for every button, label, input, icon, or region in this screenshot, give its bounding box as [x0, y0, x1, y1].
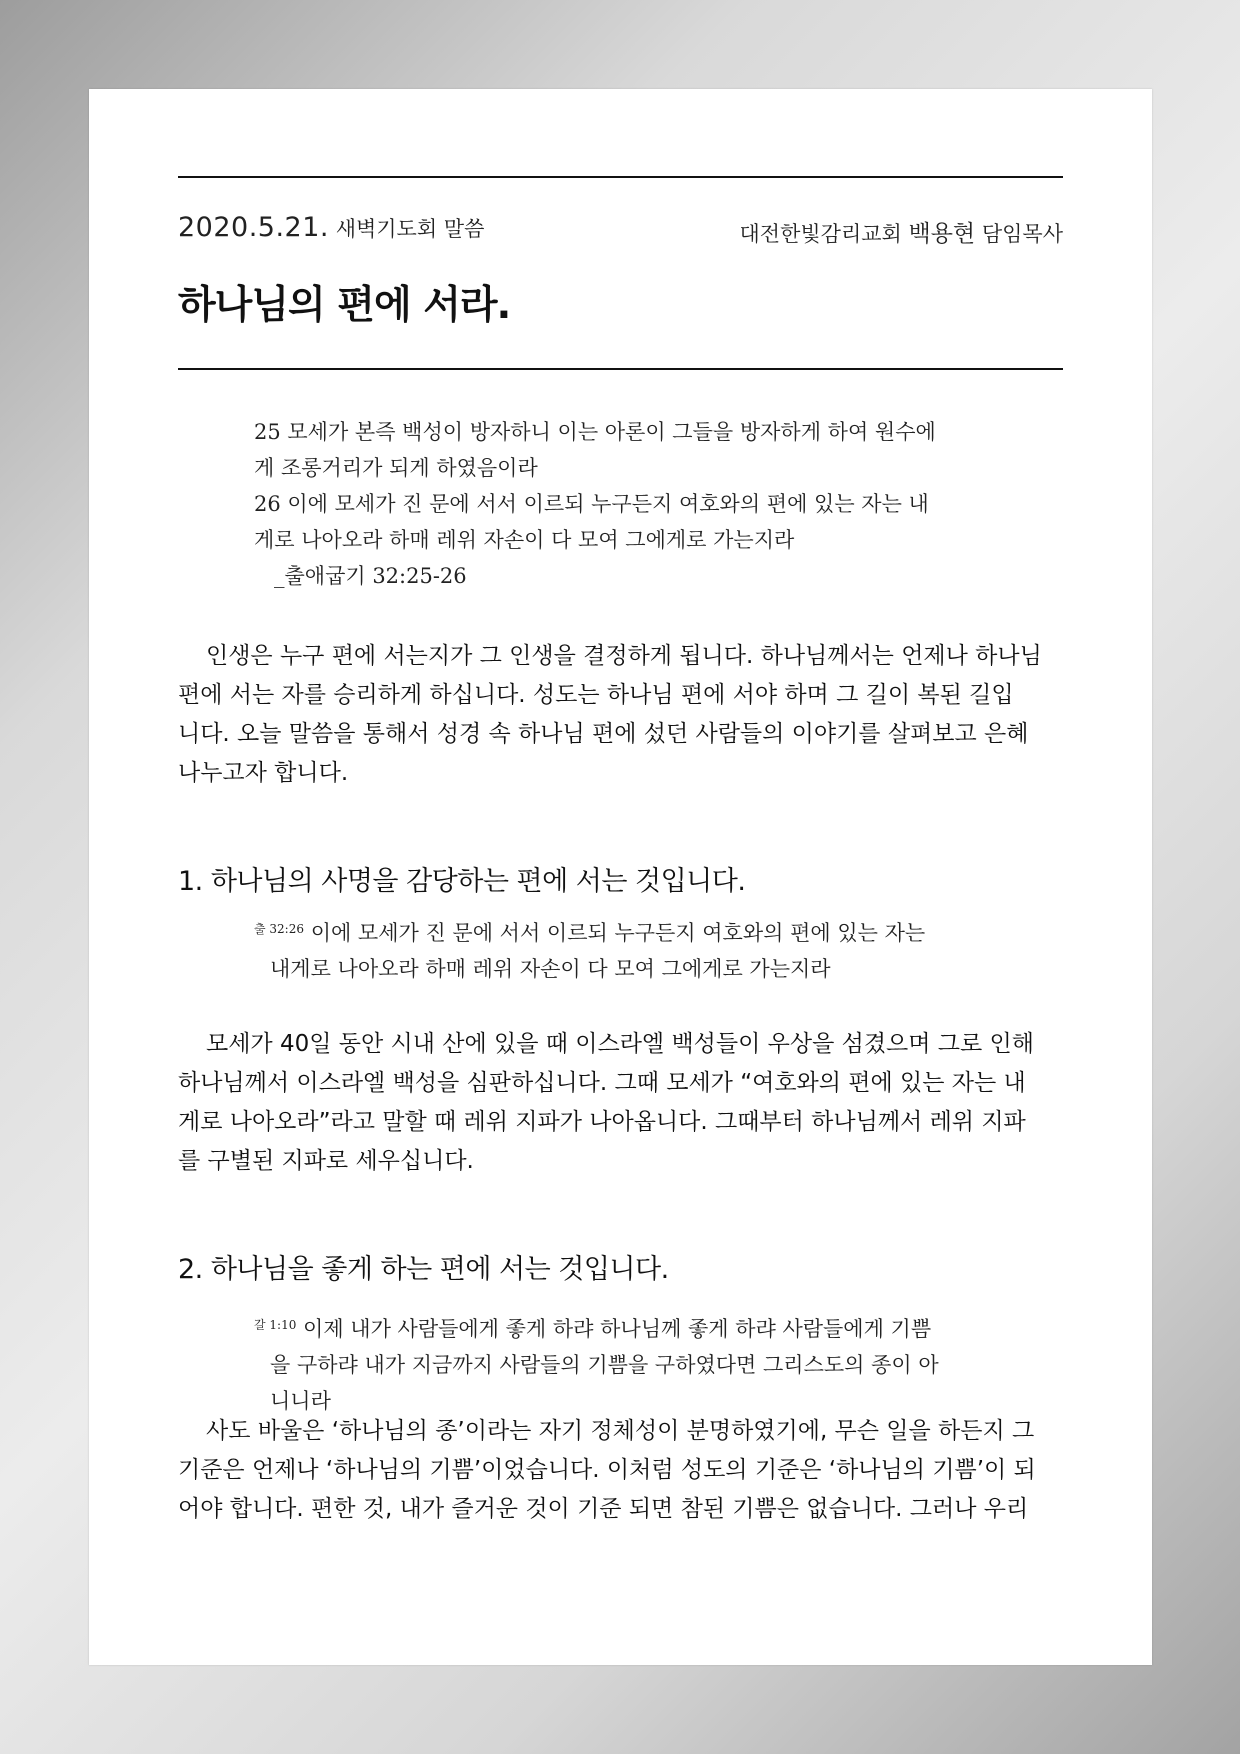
section-heading-2: 2. 하나님을 좋게 하는 편에 서는 것입니다. [178, 1254, 669, 1285]
main-scripture [254, 414, 994, 594]
page-title: 하나님의 편에 서라. [178, 283, 511, 328]
scripture-line: 게로 나아오라 하매 레위 자손이 다 모여 그에게로 가는지라 [254, 528, 795, 552]
paragraph-line: 모세가 40일 동안 시내 산에 있을 때 이스라엘 백성들이 우상을 섬겼으며 그로 인해 [206, 1031, 1034, 1057]
section-heading-1: 1. 하나님의 사명을 감당하는 편에 서는 것입니다. [178, 866, 746, 897]
paragraph-line: 니다. 오늘 말씀을 통해서 성경 속 하나님 편에 섰던 사람들의 이야기를 살펴보고 은혜 [178, 721, 1029, 747]
paragraph-line: 인생은 누구 편에 서는지가 그 인생을 결정하게 됩니다. 하나님께서는 언제나 하나님 [206, 643, 1042, 669]
verse-reference: 갈 1:10 [254, 1318, 297, 1332]
scripture-line [254, 911, 994, 951]
section-1-scripture [254, 911, 994, 987]
scripture-line: 니니라 [270, 1389, 331, 1413]
section-1-paragraph [178, 1025, 1063, 1181]
paragraph-line: 를 구별된 지파로 세우십니다. [178, 1148, 474, 1174]
verse-reference: 출 32:26 [254, 922, 304, 936]
scripture-line [254, 1307, 994, 1347]
paragraph-line: 편에 서는 자를 승리하게 하십니다. 성도는 하나님 편에 서야 하며 그 길이 복된 길입 [178, 682, 1014, 708]
scripture-reference: _출애굽기 32:25-26 [274, 564, 467, 588]
scripture-text: 이에 모세가 진 문에 서서 이르되 누구든지 여호와의 편에 있는 자는 [310, 921, 926, 945]
pastor-title: 담임목사 [981, 222, 1063, 246]
top-divider [178, 176, 1063, 178]
author-line [740, 215, 1063, 248]
scripture-line: 26 이에 모세가 진 문에 서서 이르되 누구든지 여호와의 편에 있는 자는 내 [254, 492, 929, 516]
bottom-divider [178, 368, 1063, 370]
date-service-line [178, 212, 484, 243]
paragraph-line: 하나님께서 이스라엘 백성을 심판하십니다. 그때 모세가 “여호와의 편에 있는 자는 내 [178, 1070, 1026, 1096]
sermon-date: 2020.5.21. [178, 212, 329, 243]
section-2-scripture [254, 1307, 994, 1419]
church-name: 대전한빛감리교회 [739, 222, 902, 246]
paragraph-line: 나누고자 합니다. [178, 760, 349, 786]
pastor-name: 백용현 [908, 221, 976, 247]
paragraph-line: 기준은 언제나 ‘하나님의 기쁨’이었습니다. 이처럼 성도의 기준은 ‘하나님의 기쁨’이 되 [178, 1457, 1036, 1483]
service-name: 새벽기도회 말씀 [335, 217, 485, 241]
scripture-line: 내게로 나아오라 하매 레위 자손이 다 모여 그에게로 가는지라 [270, 957, 831, 981]
scripture-line: 을 구하랴 내가 지금까지 사람들의 기쁨을 구하였다면 그리스도의 종이 아 [270, 1353, 939, 1377]
paragraph-line: 어야 합니다. 편한 것, 내가 즐거운 것이 기준 되면 참된 기쁨은 없습니다. 그러나 우리 [178, 1496, 1029, 1522]
document-header [178, 212, 1063, 246]
intro-paragraph [178, 637, 1063, 793]
scripture-text: 이제 내가 사람들에게 좋게 하랴 하나님께 좋게 하랴 사람들에게 기쁨 [303, 1317, 932, 1341]
section-2-paragraph [178, 1412, 1063, 1529]
paragraph-line: 게로 나아오라”라고 말할 때 레위 지파가 나아옵니다. 그때부터 하나님께서 레위 지파 [178, 1109, 1026, 1135]
scripture-line: 게 조롱거리가 되게 하였음이라 [254, 456, 538, 480]
document-page [89, 89, 1152, 1665]
paragraph-line: 사도 바울은 ‘하나님의 종’이라는 자기 정체성이 분명하였기에, 무슨 일을 하든지 그 [206, 1418, 1035, 1444]
scripture-line: 25 모세가 본즉 백성이 방자하니 이는 아론이 그들을 방자하게 하여 원수에 [254, 420, 936, 444]
